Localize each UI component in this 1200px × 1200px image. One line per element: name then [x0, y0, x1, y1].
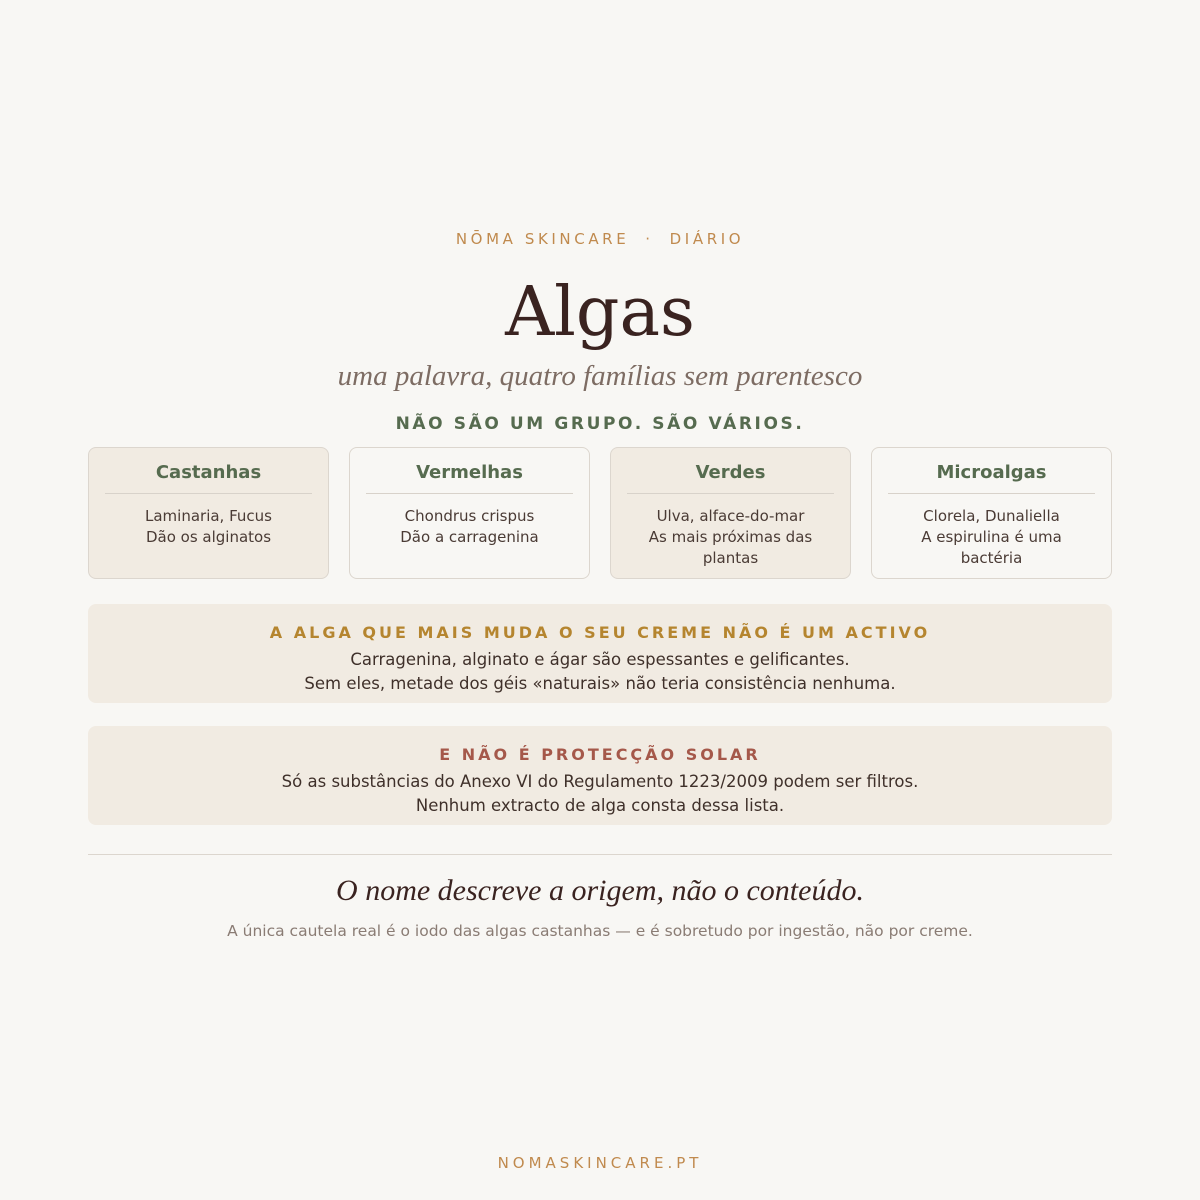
panel-line: Só as substâncias do Anexo VI do Regulamento 1223/2009 podem ser filtros. [281, 772, 919, 791]
card-vermelhas [349, 447, 590, 579]
header-eyebrow [0, 230, 1200, 248]
panel-sun-protection [88, 726, 1112, 825]
page-title: Algas [505, 273, 695, 352]
card-title: Verdes [627, 462, 834, 494]
card-verdes [610, 447, 851, 579]
panel-thickeners [88, 604, 1112, 703]
card-line: As mais próximas das plantas [648, 528, 813, 567]
card-title: Microalgas [888, 462, 1095, 494]
section-name: DIÁRIO [669, 230, 745, 248]
card-line: Chondrus crispus [404, 507, 535, 525]
card-microalgas [871, 447, 1112, 579]
card-line: Clorela, Dunaliella [923, 507, 1060, 525]
panel-line: Nenhum extracto de alga consta dessa lista. [415, 796, 785, 815]
card-line: Ulva, alface-do-mar [656, 507, 805, 525]
divider [88, 854, 1112, 855]
panel-line: Sem eles, metade dos géis «naturais» não teria consistência nenhuma. [304, 674, 896, 693]
card-title: Vermelhas [366, 462, 573, 494]
card-line: Dão a carragenina [400, 528, 539, 546]
panel-line: Carragenina, alginato e ágar são espessantes e gelificantes. [350, 650, 850, 669]
brand-name: NŌMA SKINCARE [455, 230, 630, 248]
closing-quote: O nome descreve a origem, não o conteúdo. [336, 874, 864, 907]
family-cards [88, 447, 1112, 581]
header-separator: · [645, 230, 654, 248]
kicker-heading: NÃO SÃO UM GRUPO. SÃO VÁRIOS. [395, 414, 805, 434]
closing-note: A única cautela real é o iodo das algas castanhas — e é sobretudo por ingestão, não por creme. [227, 922, 973, 940]
card-title: Castanhas [105, 462, 312, 494]
panel-heading: E NÃO É PROTECÇÃO SOLAR [439, 745, 761, 764]
card-castanhas [88, 447, 329, 579]
panel-heading: A ALGA QUE MAIS MUDA O SEU CREME NÃO É UM ACTIVO [269, 623, 931, 642]
card-line: Dão os alginatos [145, 528, 272, 546]
page-subtitle: uma palavra, quatro famílias sem parentesco [337, 360, 863, 392]
card-line: Laminaria, Fucus [145, 507, 272, 525]
card-line: A espirulina é uma bactéria [921, 528, 1062, 567]
footer-url: NOMASKINCARE.PT [497, 1154, 703, 1172]
